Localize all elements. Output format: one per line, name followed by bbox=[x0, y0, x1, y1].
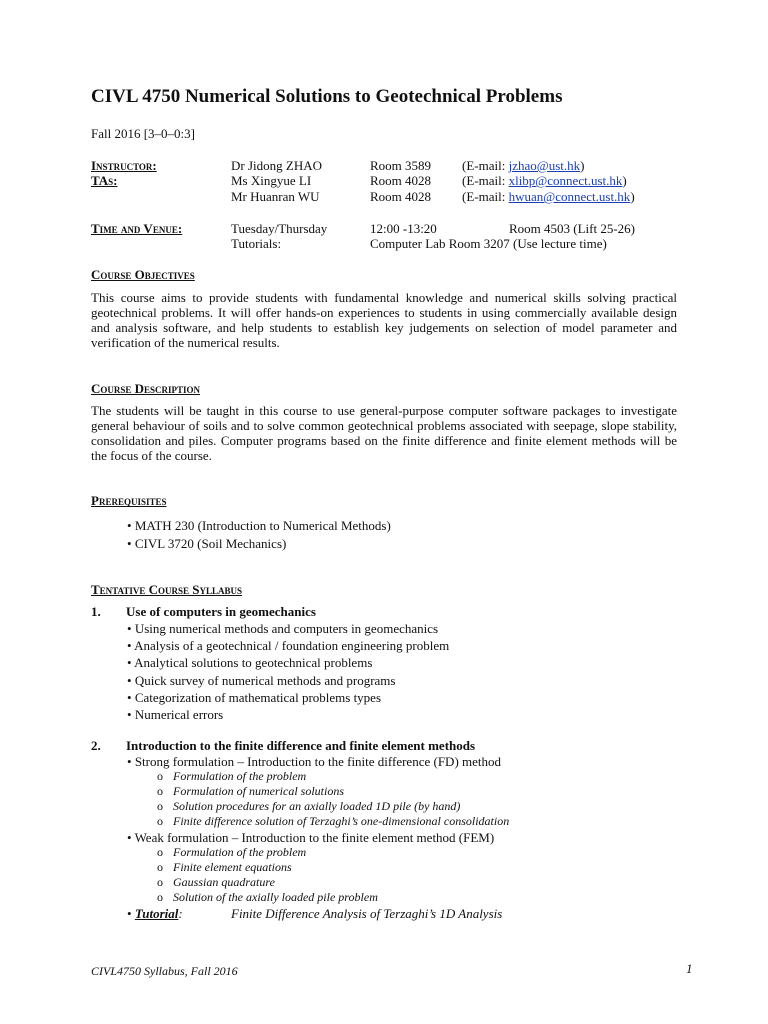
email-suffix: ) bbox=[580, 158, 585, 173]
sub-bullet: o bbox=[157, 860, 163, 874]
email-prefix: (E-mail: bbox=[462, 173, 509, 188]
prerequisite-item: • CIVL 3720 (Soil Mechanics) bbox=[127, 536, 286, 551]
tutorial-item bbox=[127, 906, 183, 921]
sub-item-text: Solution of the axially loaded pile problem bbox=[173, 890, 378, 904]
staff-email-line bbox=[462, 173, 627, 188]
tas-label: TAs: bbox=[91, 173, 118, 188]
syllabus-item: • Analytical solutions to geotechnical problems bbox=[127, 655, 372, 670]
sub-bullet: o bbox=[157, 799, 163, 813]
staff-name: Ms Xingyue LI bbox=[231, 173, 312, 188]
syllabus-heading: Tentative Course Syllabus bbox=[91, 582, 242, 597]
syllabus-item: • Weak formulation – Introduction to the finite element method (FEM) bbox=[127, 830, 494, 845]
email-suffix: ) bbox=[630, 189, 635, 204]
staff-room: Room 4028 bbox=[370, 189, 432, 204]
email-link[interactable]: hwuan@connect.ust.hk bbox=[508, 189, 631, 204]
tutorial-label: Tutorial bbox=[134, 906, 179, 921]
description-text: The students will be taught in this course to use general-purpose computer software packages to investigate general behaviour of soils and to solve common geotechnical problems associated with seepage, slope stability, consolidation and piles. Computer programs based on the finite difference and finite element methods will be the focus of the course. bbox=[91, 403, 677, 463]
sub-item bbox=[157, 799, 460, 814]
staff-room: Room 4028 bbox=[370, 173, 432, 188]
staff-room: Room 3589 bbox=[370, 158, 432, 173]
sub-bullet: o bbox=[157, 769, 163, 783]
sub-bullet: o bbox=[157, 875, 163, 889]
sub-item-text: Formulation of the problem bbox=[173, 769, 307, 783]
description-heading: Course Description bbox=[91, 381, 201, 396]
sub-item-text: Solution procedures for an axially loaded 1D pile (by hand) bbox=[173, 799, 461, 813]
tutorial-text: Finite Difference Analysis of Terzaghi’s 1D Analysis bbox=[231, 906, 503, 921]
instructor-label: Instructor: bbox=[91, 158, 157, 173]
sub-bullet: o bbox=[157, 845, 163, 859]
term-info: Fall 2016 [3–0–0:3] bbox=[91, 126, 195, 141]
sub-item-text: Finite difference solution of Terzaghi’s one-dimensional consolidation bbox=[173, 814, 510, 828]
objectives-heading: Course Objectives bbox=[91, 267, 195, 282]
sub-item-text: Finite element equations bbox=[173, 860, 292, 874]
syllabus-item: • Numerical errors bbox=[127, 707, 223, 722]
sub-item-text: Formulation of numerical solutions bbox=[173, 784, 344, 798]
syllabus-item: • Analysis of a geotechnical / foundation engineering problem bbox=[127, 638, 449, 653]
prerequisites-heading: Prerequisites bbox=[91, 493, 167, 508]
sub-bullet: o bbox=[157, 814, 163, 828]
lecture-time: 12:00 -13:20 bbox=[370, 221, 437, 236]
time-venue-label: Time and Venue: bbox=[91, 221, 183, 236]
syllabus-item: • Using numerical methods and computers in geomechanics bbox=[127, 621, 438, 636]
tutorials-venue: Computer Lab Room 3207 (Use lecture time) bbox=[370, 236, 607, 251]
email-link[interactable]: xlibp@connect.ust.hk bbox=[508, 173, 623, 188]
lecture-days: Tuesday/Thursday bbox=[231, 221, 328, 236]
footer-left: CIVL4750 Syllabus, Fall 2016 bbox=[91, 964, 238, 978]
staff-email-line bbox=[462, 158, 584, 173]
section-number: 1. bbox=[91, 604, 101, 619]
email-prefix: (E-mail: bbox=[462, 158, 509, 173]
sub-item-text: Gaussian quadrature bbox=[173, 875, 275, 889]
section-number: 2. bbox=[91, 738, 101, 753]
page-title: CIVL 4750 Numerical Solutions to Geotechnical Problems bbox=[91, 86, 563, 107]
sub-item bbox=[157, 769, 306, 784]
email-suffix: ) bbox=[622, 173, 627, 188]
sub-item-text: Formulation of the problem bbox=[173, 845, 307, 859]
syllabus-item: • Categorization of mathematical problems types bbox=[127, 690, 381, 705]
staff-name: Dr Jidong ZHAO bbox=[231, 158, 322, 173]
sub-item bbox=[157, 845, 306, 860]
sub-item bbox=[157, 814, 509, 829]
tutorials-label: Tutorials: bbox=[231, 236, 282, 251]
lecture-room: Room 4503 (Lift 25-26) bbox=[509, 221, 636, 236]
objectives-text: This course aims to provide students with fundamental knowledge and numerical skills solving practical geotechnical problems. It will offer hands-on experiences to students in using commercially available design and analysis software, and help students to establish key judgements on selection of model parameter and verification of the numerical results. bbox=[91, 290, 677, 350]
sub-item bbox=[157, 875, 275, 890]
section-title: Use of computers in geomechanics bbox=[126, 604, 316, 619]
sub-item bbox=[157, 860, 292, 875]
email-prefix: (E-mail: bbox=[462, 189, 509, 204]
prerequisite-item: • MATH 230 (Introduction to Numerical Methods) bbox=[127, 518, 391, 533]
section-title: Introduction to the finite difference and finite element methods bbox=[126, 738, 476, 753]
email-link[interactable]: jzhao@ust.hk bbox=[508, 158, 581, 173]
sub-bullet: o bbox=[157, 784, 163, 798]
sub-item bbox=[157, 890, 378, 905]
sub-item bbox=[157, 784, 344, 799]
syllabus-item: • Strong formulation – Introduction to the finite difference (FD) method bbox=[127, 754, 501, 769]
staff-name: Mr Huanran WU bbox=[231, 189, 320, 204]
staff-email-line bbox=[462, 189, 635, 204]
sub-bullet: o bbox=[157, 890, 163, 904]
syllabus-item: • Quick survey of numerical methods and programs bbox=[127, 673, 395, 688]
tutorial-colon: : bbox=[178, 906, 183, 921]
page-number: 1 bbox=[686, 961, 693, 976]
